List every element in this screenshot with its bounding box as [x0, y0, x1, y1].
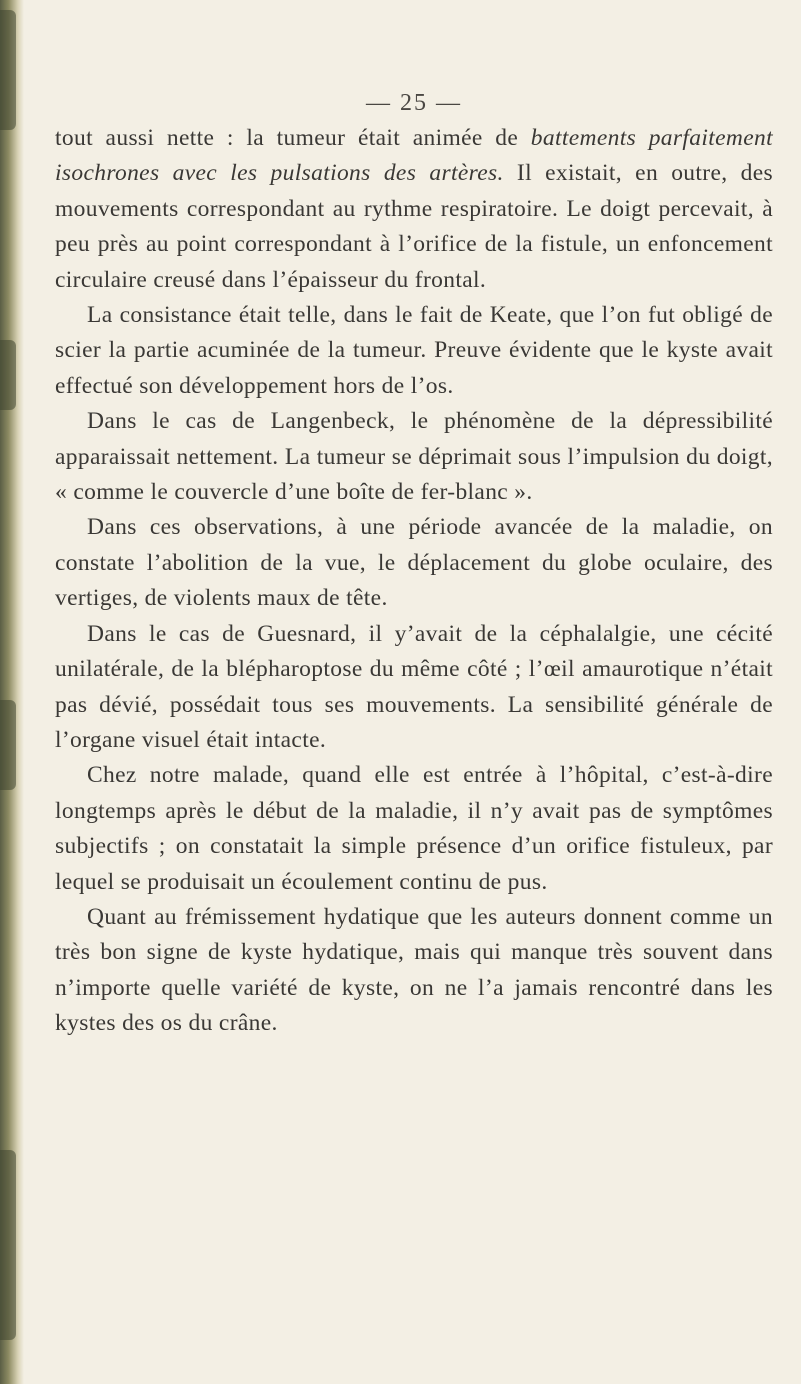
book-page — [55, 90, 773, 1042]
text-run: Chez notre malade, quand elle est entrée à l’hôpital, c’est-à-dire longtemps après le début de la maladie, il n’y avait pas de symptômes subjectifs ; on constatait la simple présence d’un orifice fistuleux, par lequel se produisait un écoulement continu de pus. — [55, 762, 773, 895]
paragraph — [55, 900, 773, 1042]
body-text — [55, 121, 773, 1042]
text-run: Il existait, en outre, des mouvements correspondant au rythme respiratoire. Le doigt percevait, à peu près au point correspondant à l’orifice de la fistule, un enfoncement circulaire creusé dans l’épaisseur du frontal. — [55, 160, 773, 293]
paragraph — [55, 510, 773, 616]
text-run: Dans le cas de Langenbeck, le phénomène de la dépressibilité apparaissait nettement. La tumeur se déprimait sous l’impulsion du doigt, « comme le couvercle d’une boîte de fer-blanc ». — [55, 408, 773, 506]
text-run: Dans ces observations, à une période avancée de la maladie, on constate l’abolition de la vue, le déplacement du globe oculaire, des vertiges, de violents maux de tête. — [55, 514, 773, 612]
text-run: Dans le cas de Guesnard, il y’avait de la céphalalgie, une cécité unilatérale, de la blépharoptose du même côté ; l’œil amaurotique n’était pas dévié, possédait tous ses mouvements. La sensibilité générale de l’organe visuel était intacte. — [55, 620, 773, 753]
paragraph — [55, 617, 773, 759]
text-run: Quant au frémissement hydatique que les auteurs donnent comme un très bon signe de kyste hydatique, mais qui manque très souvent dans n’importe quelle variété de kyste, on ne l’a jamais rencontré dans les kystes des os du crâne. — [55, 903, 773, 1037]
binding-stain — [0, 1150, 16, 1340]
text-run: tout aussi nette : la tumeur était animée de — [55, 125, 531, 151]
paragraph — [55, 404, 773, 510]
text-run: La consistance était telle, dans le fait de Keate, que l’on fut obligé de scier la partie acuminée de la tumeur. Preuve évidente que le kyste avait effectué son développement hors de l’os. — [55, 302, 773, 399]
italic-text-run: battements parfaitement isochrones avec les pulsations des artères. — [55, 125, 773, 187]
paragraph — [55, 121, 773, 298]
binding-stain — [0, 700, 16, 790]
binding-stain — [0, 340, 16, 410]
binding-stain — [0, 10, 16, 130]
page-number: — 25 — — [366, 90, 462, 116]
paragraph — [55, 758, 773, 900]
paragraph — [55, 298, 773, 404]
